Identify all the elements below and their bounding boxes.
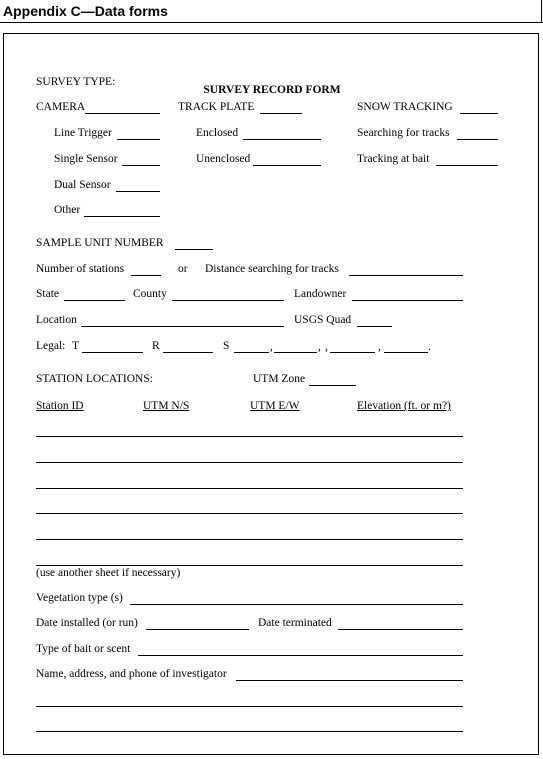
legal-r-label: R [152, 340, 160, 352]
investigator-label: Name, address, and phone of investigator [36, 668, 227, 680]
investigator-field-3[interactable] [36, 731, 463, 732]
number-of-stations-label: Number of stations [36, 263, 125, 275]
utm-zone-field[interactable] [309, 385, 356, 386]
utm-zone-label: UTM Zone [253, 373, 306, 385]
county-field[interactable] [172, 300, 284, 301]
station-row-4[interactable] [36, 513, 463, 514]
type-of-bait-label: Type of bait or scent [36, 643, 131, 655]
vegetation-type-label: Vegetation type (s) [36, 592, 123, 604]
station-row-6[interactable] [36, 565, 463, 566]
date-installed-label: Date installed (or run) [36, 617, 138, 629]
page-header [0, 0, 543, 23]
station-row-3[interactable] [36, 488, 463, 489]
column-utm-ns: UTM N/S [143, 400, 190, 412]
legal-s-period: . [428, 341, 431, 353]
legal-s-field-2[interactable] [274, 352, 317, 353]
column-elevation: Elevation (ft. or m?) [357, 400, 451, 412]
searching-for-tracks-label: Searching for tracks [357, 127, 450, 139]
line-trigger-field[interactable] [117, 139, 160, 140]
landowner-field[interactable] [352, 300, 463, 301]
county-label: County [133, 288, 167, 300]
survey-type-label: SURVEY TYPE: [36, 76, 116, 88]
state-label: State [36, 288, 59, 300]
legal-s-field-4[interactable] [384, 352, 428, 353]
enclosed-label: Enclosed [196, 127, 239, 139]
legal-s-label: S [223, 340, 230, 352]
unenclosed-label: Unenclosed [196, 153, 251, 165]
form-title: SURVEY RECORD FORM [203, 84, 341, 96]
legal-s-comma-3: , [325, 341, 328, 353]
legal-r-field[interactable] [163, 352, 213, 353]
legal-t-label: T [72, 340, 80, 352]
location-label: Location [36, 314, 77, 326]
sample-unit-number-label: SAMPLE UNIT NUMBER [36, 237, 164, 249]
line-trigger-label: Line Trigger [54, 127, 112, 139]
distance-searching-field[interactable] [349, 275, 463, 276]
legal-s-field-3[interactable] [330, 352, 375, 353]
single-sensor-field[interactable] [122, 165, 160, 166]
location-field[interactable] [81, 326, 284, 327]
legal-s-comma-4: , [378, 341, 381, 353]
vegetation-type-field[interactable] [130, 604, 463, 605]
investigator-field-2[interactable] [36, 706, 463, 707]
tracking-at-bait-field[interactable] [436, 165, 498, 166]
sample-unit-number-field[interactable] [175, 249, 213, 250]
unenclosed-field[interactable] [253, 165, 321, 166]
date-installed-field[interactable] [146, 629, 249, 630]
searching-for-tracks-field[interactable] [457, 139, 498, 140]
distance-searching-label: Distance searching for tracks [205, 263, 339, 275]
single-sensor-label: Single Sensor [54, 153, 118, 165]
snow-tracking-label: SNOW TRACKING [357, 101, 453, 113]
column-station-id: Station ID [36, 400, 84, 412]
header-rule [541, 0, 542, 22]
date-terminated-field[interactable] [338, 629, 463, 630]
camera-field[interactable] [85, 113, 160, 114]
snow-tracking-field[interactable] [460, 113, 498, 114]
dual-sensor-label: Dual Sensor [54, 179, 111, 191]
track-plate-label: TRACK PLATE [178, 101, 255, 113]
legal-s-comma-1: , [270, 341, 273, 353]
number-of-stations-field[interactable] [131, 275, 161, 276]
tracking-at-bait-label: Tracking at bait [357, 153, 430, 165]
state-field[interactable] [64, 300, 125, 301]
station-row-2[interactable] [36, 462, 463, 463]
legal-label: Legal: [36, 340, 66, 352]
page-title: Appendix C—Data forms [3, 3, 168, 19]
column-utm-ew: UTM E/W [250, 400, 300, 412]
or-label: or [178, 263, 188, 275]
landowner-label: Landowner [294, 288, 347, 300]
use-another-sheet-note: (use another sheet if necessary) [36, 567, 181, 579]
other-label: Other [54, 204, 81, 216]
legal-s-comma-2: , [318, 341, 321, 353]
enclosed-field[interactable] [243, 139, 321, 140]
usgs-quad-label: USGS Quad [294, 314, 352, 326]
dual-sensor-field[interactable] [116, 191, 160, 192]
legal-s-field-1[interactable] [234, 352, 269, 353]
investigator-field-1[interactable] [236, 680, 463, 681]
legal-t-field[interactable] [82, 352, 143, 353]
date-terminated-label: Date terminated [258, 617, 332, 629]
station-row-5[interactable] [36, 539, 463, 540]
station-row-1[interactable] [36, 436, 463, 437]
type-of-bait-field[interactable] [138, 655, 463, 656]
usgs-quad-field[interactable] [357, 326, 392, 327]
camera-label: CAMERA [36, 101, 86, 113]
other-field[interactable] [84, 216, 160, 217]
track-plate-field[interactable] [260, 113, 302, 114]
station-locations-label: STATION LOCATIONS: [36, 373, 153, 385]
